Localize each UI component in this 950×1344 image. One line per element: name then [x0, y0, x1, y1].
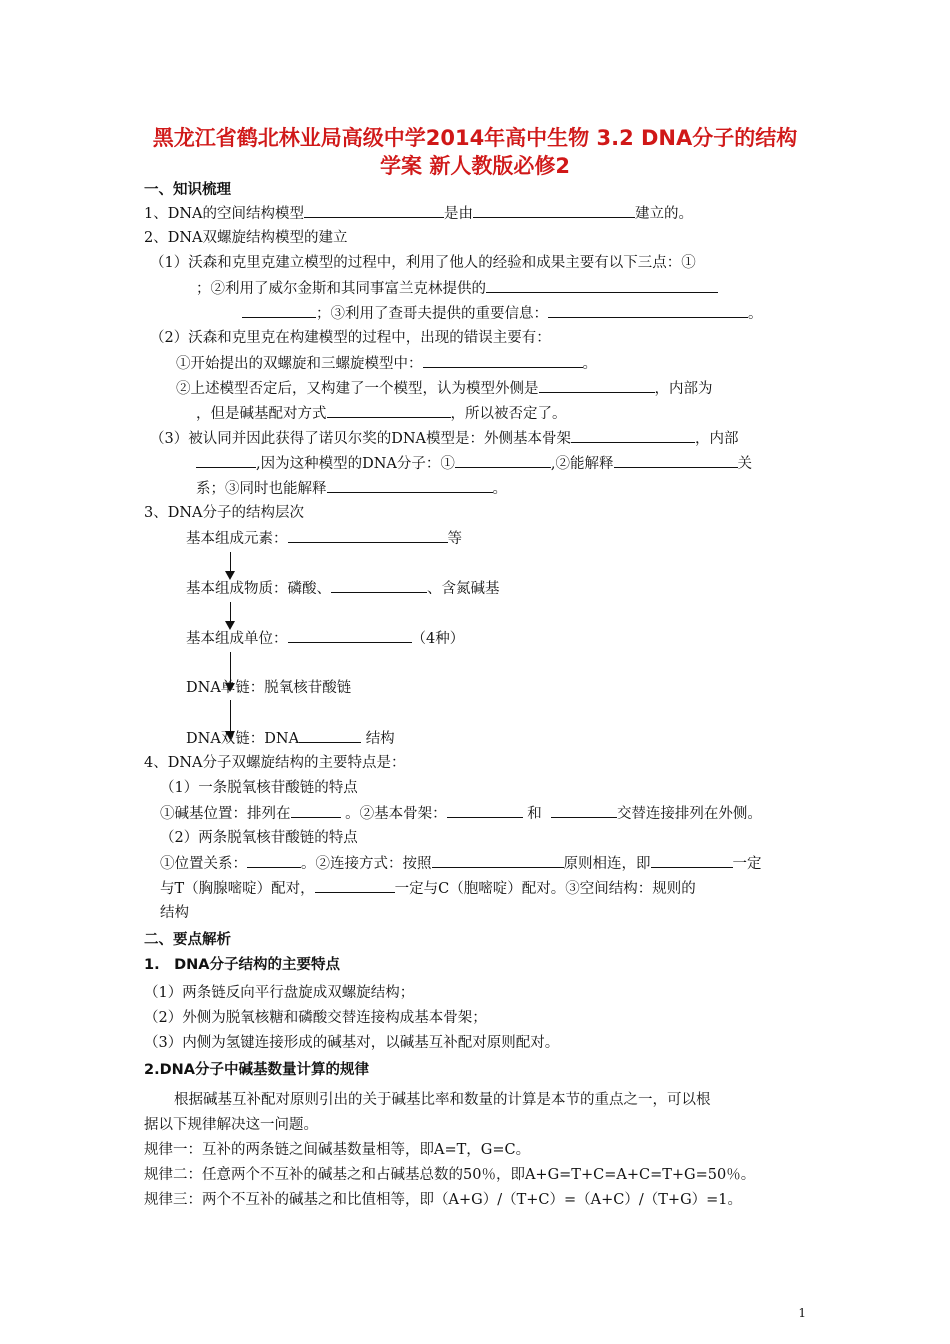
blank[interactable]	[331, 578, 427, 593]
blank[interactable]	[315, 878, 395, 893]
hierarchy-level-double-strand	[186, 728, 395, 749]
text: 。	[492, 481, 507, 497]
title-line-1: 黑龙江省鹤北林业局高级中学2014年高中生物 3.2 DNA分子的结构	[152, 126, 798, 150]
text: 与T（胸腺嘧啶）配对，	[160, 881, 315, 897]
q2-part1-line1: （1）沃森和克里克建立模型的过程中，利用了他人的经验和成果主要有以下三点：①	[150, 255, 696, 271]
down-arrow-icon	[230, 602, 231, 628]
rule-1: 规律一：互补的两条链之间碱基数量相等，即A=T，G=C。	[144, 1142, 531, 1158]
q2-part1-line3	[242, 303, 763, 324]
text: ，内部	[695, 431, 739, 447]
text: ；③利用了查哥夫提供的重要信息：	[316, 306, 548, 322]
point-1-item: （1）两条链反向平行盘旋成双螺旋结构；	[144, 985, 415, 1001]
text: （3）被认同并因此获得了诺贝尔奖的DNA模型是：外侧基本骨架	[150, 431, 572, 447]
down-arrow-icon	[230, 552, 231, 578]
text: 是由	[444, 206, 474, 222]
page-number: 1	[798, 1306, 806, 1320]
question-2-heading: 2、DNA双螺旋结构模型的建立	[144, 230, 348, 246]
blank[interactable]	[288, 628, 412, 643]
point-1-item: （3）内侧为氢键连接形成的碱基对，以碱基互补配对原则配对。	[144, 1035, 560, 1051]
q4-sub2-line2	[160, 878, 696, 899]
text: ,因为这种模型的DNA分子：①	[256, 456, 455, 472]
q4-sub2-line3: 结构	[160, 905, 189, 921]
text: 建立的。	[635, 206, 694, 222]
text: 原则相连，即	[563, 856, 651, 872]
hierarchy-level-substances	[186, 578, 500, 599]
blank[interactable]	[651, 853, 733, 868]
point-1-heading: 1. DNA分子结构的主要特点	[144, 957, 340, 973]
q2-part3-line1	[150, 428, 739, 449]
blank[interactable]	[614, 453, 738, 468]
text: ，所以被否定了。	[450, 406, 567, 422]
text: 和	[527, 806, 542, 822]
text: ①碱基位置：排列在	[160, 806, 291, 822]
point-2-heading: 2.DNA分子中碱基数量计算的规律	[144, 1062, 369, 1078]
blank[interactable]	[291, 803, 341, 818]
text: 、含氮碱基	[427, 581, 500, 597]
q4-sub1-content	[160, 803, 762, 824]
text: （4种）	[411, 631, 465, 647]
hierarchy-level-unit	[186, 628, 464, 649]
point-2-intro-line1: 根据碱基互补配对原则引出的关于碱基比率和数量的计算是本节的重点之一，可以根	[174, 1092, 711, 1108]
blank[interactable]	[455, 453, 551, 468]
text: 。	[748, 306, 763, 322]
section-heading-2: 二、要点解析	[144, 932, 231, 948]
q2-part3-line2	[196, 453, 752, 474]
blank[interactable]	[288, 528, 448, 543]
blank[interactable]	[242, 303, 316, 318]
text: ；②利用了威尔金斯和其同事富兰克林提供的	[196, 281, 486, 297]
text: ①位置关系：	[160, 856, 247, 872]
text: ②上述模型否定后，又构建了一个模型，认为模型外侧是	[176, 381, 539, 397]
blank[interactable]	[539, 378, 655, 393]
blank[interactable]	[551, 803, 617, 818]
blank[interactable]	[571, 428, 695, 443]
question-1	[144, 203, 693, 224]
blank[interactable]	[196, 453, 256, 468]
q2-part3-line3	[196, 478, 507, 499]
blank[interactable]	[548, 303, 748, 318]
q4-sub2-line1	[160, 853, 762, 874]
q2-part2-b	[176, 378, 713, 399]
rule-3: 规律三：两个不互补的碱基之和比值相等，即（A+G）/（T+C）=（A+C）/（T+G）=1。	[144, 1192, 743, 1208]
text: 关	[737, 456, 753, 472]
q2-part2-c	[196, 403, 567, 424]
hierarchy-level-elements	[186, 528, 462, 549]
blank[interactable]	[304, 203, 444, 218]
blank[interactable]	[327, 478, 493, 493]
blank[interactable]	[327, 403, 451, 418]
q2-part2-a	[176, 353, 597, 374]
text: 结构	[365, 731, 395, 747]
text: 基本组成单位：	[186, 631, 288, 647]
q2-part2: （2）沃森和克里克在构建模型的过程中，出现的错误主要有：	[150, 330, 551, 346]
text: ①开始提出的双螺旋和三螺旋模型中：	[176, 356, 423, 372]
text: 基本组成物质：磷酸、	[186, 581, 331, 597]
blank[interactable]	[423, 353, 583, 368]
text: ,②能解释	[550, 456, 614, 472]
title-line-2: 学案 新人教版必修2	[380, 154, 570, 178]
text: 。	[582, 356, 597, 372]
text: 系；③同时也能解释	[196, 481, 327, 497]
point-2-intro-line2: 据以下规律解决这一问题。	[144, 1117, 318, 1133]
blank[interactable]	[473, 203, 635, 218]
text: 。②连接方式：按照	[301, 856, 432, 872]
text: DNA双链：DNA	[186, 731, 300, 747]
text: 等	[447, 531, 462, 547]
blank[interactable]	[486, 278, 718, 293]
q2-part1-line2	[196, 278, 718, 299]
point-1-item: （2）外侧为脱氧核糖和磷酸交替连接构成基本骨架；	[144, 1010, 487, 1026]
hierarchy-level-single-strand: DNA单链：脱氧核苷酸链	[186, 680, 352, 696]
q4-sub2: （2）两条脱氧核苷酸链的特点	[160, 830, 358, 846]
text: ，内部为	[654, 381, 713, 397]
question-4-heading: 4、DNA分子双螺旋结构的主要特点是：	[144, 755, 406, 771]
text: 基本组成元素：	[186, 531, 288, 547]
section-heading-1: 一、知识梳理	[144, 182, 231, 198]
rule-2: 规律二：任意两个不互补的碱基之和占碱基总数的50％，即A+G=T+C=A+C=T+G=50％。	[144, 1167, 756, 1183]
blank[interactable]	[247, 853, 301, 868]
question-3-heading: 3、DNA分子的结构层次	[144, 505, 305, 521]
q4-sub1: （1）一条脱氧核苷酸链的特点	[160, 780, 358, 796]
blank[interactable]	[299, 728, 361, 743]
text: 交替连接排列在外侧。	[616, 806, 762, 822]
blank[interactable]	[447, 803, 523, 818]
blank[interactable]	[432, 853, 564, 868]
text: ，但是碱基配对方式	[196, 406, 327, 422]
text: 一定与C（胞嘧啶）配对。③空间结构：规则的	[394, 881, 696, 897]
text: 一定	[732, 856, 762, 872]
text: 。②基本骨架：	[345, 806, 447, 822]
text: 1、DNA的空间结构模型	[144, 206, 305, 222]
